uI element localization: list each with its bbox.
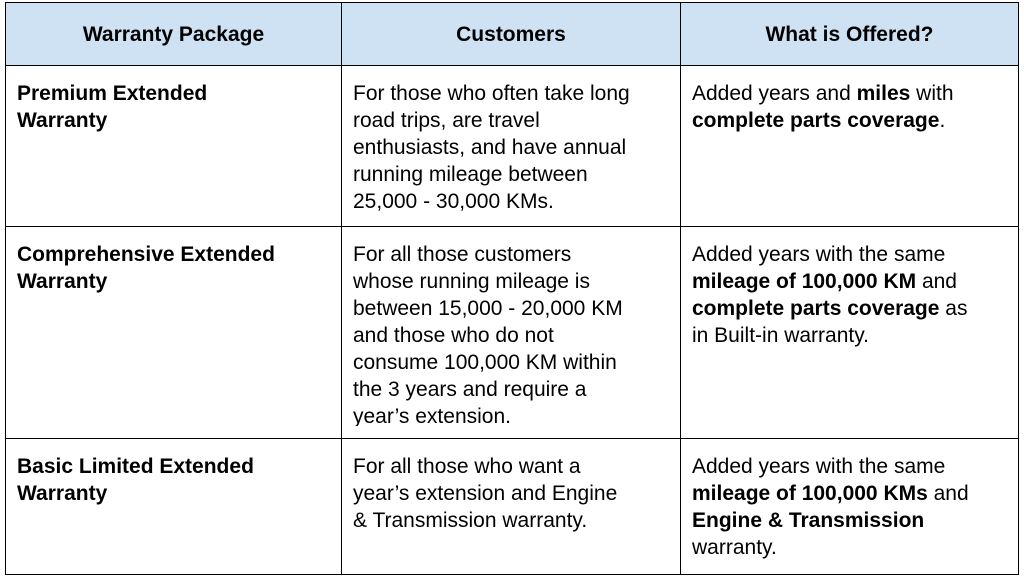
offered-text: in Built-in warranty. [692,324,870,347]
customers-line: enthusiasts, and have annual [353,136,627,159]
header-customers: Customers [342,3,681,66]
customers-line: & Transmission warranty. [353,509,588,532]
offered-bold-text: miles [856,82,911,105]
offered-bold-text: mileage of 100,000 KM [692,270,917,293]
offered-cell [681,227,1019,439]
customers-line: For those who often take long [353,82,630,105]
offered-cell [681,439,1019,575]
header-warranty-package: Warranty Package [6,3,342,66]
customers-line: consume 100,000 KM within [353,351,617,374]
offered-text: warranty. [692,536,777,559]
offered-bold-text: complete parts coverage [692,109,940,132]
package-name-line: Warranty [17,482,108,505]
warranty-table [5,2,1019,575]
offered-text: Added years with the same [692,243,946,266]
offered-cell [681,66,1019,227]
offered-bold-text: Engine & Transmission [692,509,925,532]
package-name-line: Comprehensive Extended [17,243,275,266]
package-name-line: Basic Limited Extended [17,455,254,478]
offered-text: . [939,109,946,132]
table-row [6,66,1019,227]
offered-text: as [939,297,968,320]
offered-text: and [916,270,957,293]
package-name-line: Premium Extended [17,82,208,105]
customers-cell [342,66,681,227]
customers-line: year’s extension. [353,405,511,426]
customers-cell [342,227,681,439]
package-cell [6,439,342,575]
offered-bold-text: mileage of 100,000 KMs [692,482,928,505]
customers-line: the 3 years and require a [353,378,587,401]
customers-line: year’s extension and Engine [353,482,618,505]
package-name-line: Warranty [17,109,108,132]
customers-line: running mileage between [353,163,588,186]
offered-text: Added years and [692,82,857,105]
package-cell [6,66,342,227]
package-cell [6,227,342,439]
header-row [6,3,1019,66]
customers-line: between 15,000 - 20,000 KM [353,297,623,320]
header-what-is-offered: What is Offered? [681,3,1019,66]
customers-line: whose running mileage is [353,270,590,293]
offered-text: with [910,82,954,105]
customers-line: For all those customers [353,243,572,266]
customers-line: and those who do not [353,324,554,347]
table-row [6,227,1019,439]
customers-line: road trips, are travel [353,109,540,132]
customers-cell [342,439,681,575]
customers-line: For all those who want a [353,455,581,478]
customers-line: 25,000 - 30,000 KMs. [353,190,554,213]
offered-text: and [927,482,969,505]
offered-bold-text: complete parts coverage [692,297,940,320]
table-row [6,439,1019,575]
package-name-line: Warranty [17,270,108,293]
offered-text: Added years with the same [692,455,946,478]
